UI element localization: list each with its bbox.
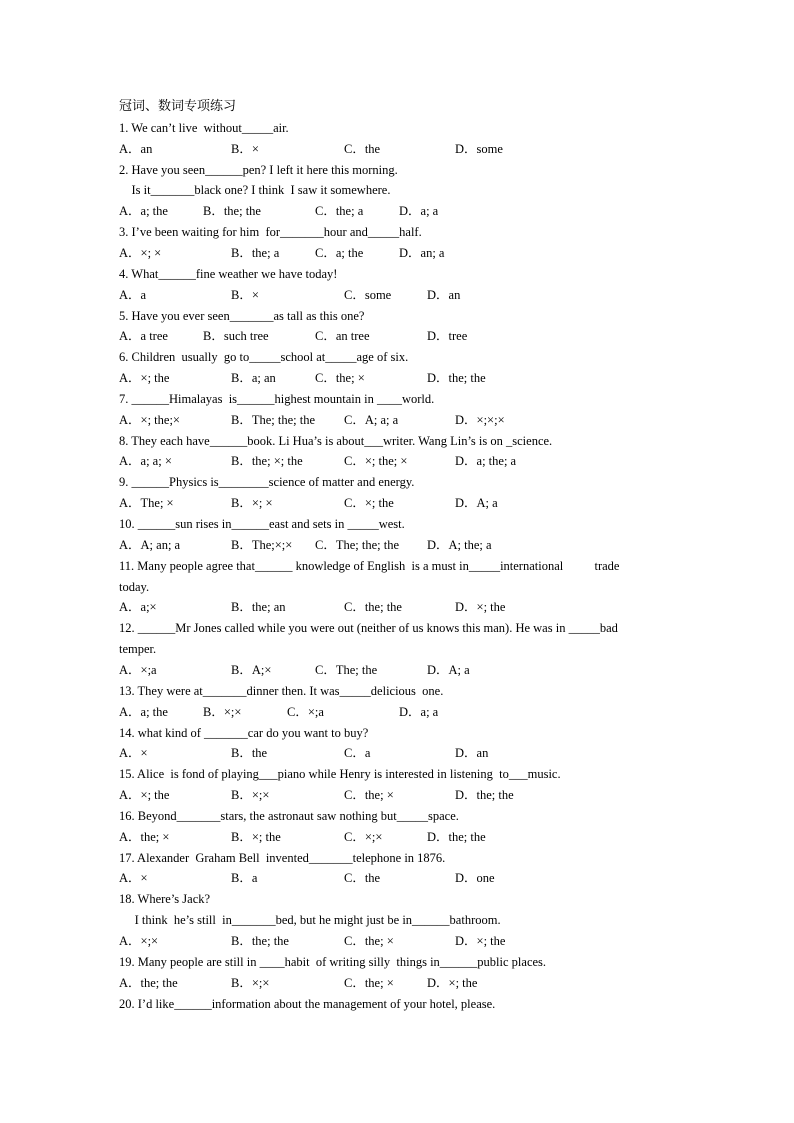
answer-option: C．the [344, 142, 381, 156]
answer-option: B．×;× [231, 788, 270, 802]
answer-options [119, 451, 679, 471]
answer-option: C．the; × [315, 371, 365, 385]
answer-option: D．the; the [455, 788, 514, 802]
question-text: 2. Have you seen______pen? I left it here this morning. [119, 163, 398, 177]
answer-option: A．×;a [119, 663, 157, 677]
answer-option: A．A; an; a [119, 538, 181, 552]
answer-option: D．an [427, 288, 461, 302]
question-text: 9. ______Physics is________science of matter and energy. [119, 475, 415, 489]
answer-option: B．×;× [231, 976, 270, 990]
answer-option: A．the; the [119, 976, 178, 990]
answer-option: D．one [455, 871, 495, 885]
answer-option: B．A;× [231, 663, 272, 677]
answer-option: A．a [119, 288, 147, 302]
answer-option: A．×; the;× [119, 413, 180, 427]
answer-option: D．×; the [427, 976, 478, 990]
answer-option: C．×; the; × [344, 454, 408, 468]
page-title: 冠词、数词专项练习 [119, 99, 237, 114]
answer-option: A．an [119, 142, 153, 156]
answer-option: C．The; the [315, 663, 378, 677]
answer-option: A．a; the [119, 204, 168, 218]
answer-option: B．× [231, 142, 259, 156]
answer-option: B．such tree [203, 329, 269, 343]
answer-option: A．×;× [119, 934, 159, 948]
answer-options [119, 785, 679, 805]
answer-option: C．×; the [344, 496, 394, 510]
question-text: 12. ______Mr Jones called while you were out (neither of us knows this man). He was in _____bad [119, 621, 618, 635]
question-text: 7. ______Himalayas is______highest mountain in ____world. [119, 392, 435, 406]
answer-option: B．the; a [231, 246, 280, 260]
answer-option: D．A; a [455, 496, 498, 510]
answer-option: D．A; a [427, 663, 470, 677]
answer-option: C．a; the [315, 246, 364, 260]
answer-option: D．a; the; a [455, 454, 517, 468]
answer-option: D．an [455, 746, 489, 760]
answer-option: B．a; an [231, 371, 276, 385]
answer-option: C．the [344, 871, 381, 885]
answer-option: C．The; the; the [315, 538, 400, 552]
question-text: 3. I’ve been waiting for him for_______hour and_____half. [119, 225, 422, 239]
answer-option: B．the; ×; the [231, 454, 303, 468]
answer-option: B．a [231, 871, 258, 885]
answer-option: C．an tree [315, 329, 370, 343]
answer-options [119, 597, 679, 617]
answer-option: A．×; the [119, 788, 170, 802]
question-text: 1. We can’t live without_____air. [119, 121, 289, 135]
answer-options [119, 827, 679, 847]
answer-option: D．a; a [399, 204, 439, 218]
answer-option: B．the; an [231, 600, 286, 614]
answer-option: A．a; the [119, 705, 168, 719]
answer-option: B．× [231, 288, 259, 302]
answer-option: A．× [119, 746, 148, 760]
answer-options [119, 973, 679, 993]
answer-option: B．the; the [203, 204, 261, 218]
answer-options [119, 139, 679, 159]
answer-option: D．×;×;× [455, 413, 505, 427]
answer-option: D．the; the [427, 371, 486, 385]
answer-option: D．tree [427, 329, 468, 343]
answer-option: A．The; × [119, 496, 174, 510]
question-text: 8. They each have______book. Li Hua’s is about___writer. Wang Lin’s is on _science. [119, 434, 553, 448]
question-text: 10. ______sun rises in______east and sets in _____west. [119, 517, 405, 531]
question-text: 4. What______fine weather we have today! [119, 267, 338, 281]
answer-option: A．a tree [119, 329, 168, 343]
question-continuation: temper. [119, 642, 157, 656]
question-text: 5. Have you ever seen_______as tall as this one? [119, 309, 365, 323]
answer-option: B．×; × [231, 496, 273, 510]
answer-options [119, 493, 679, 513]
answer-option: C．×;a [287, 705, 324, 719]
question-text: 20. I’d like______information about the management of your hotel, please. [119, 997, 496, 1011]
answer-option: C．the; × [344, 788, 394, 802]
answer-option: C．some [344, 288, 392, 302]
question-text: 15. Alice is fond of playing___piano while Henry is interested in listening to___music. [119, 767, 561, 781]
answer-option: C．A; a; a [344, 413, 399, 427]
question-text: 18. Where’s Jack? [119, 892, 211, 906]
question-text: 6. Children usually go to_____school at_____age of six. [119, 350, 409, 364]
answer-option: D．A; the; a [427, 538, 492, 552]
answer-option: A．a; a; × [119, 454, 172, 468]
answer-option: D．the; the [427, 830, 486, 844]
answer-option: B．×; the [231, 830, 281, 844]
answer-option: C．the; the [344, 600, 402, 614]
question-text: 17. Alexander Graham Bell invented_______telephone in 1876. [119, 851, 446, 865]
answer-options [119, 702, 679, 722]
question-text: 13. They were at_______dinner then. It was_____delicious one. [119, 684, 444, 698]
question-text: 14. what kind of _______car do you want to buy? [119, 726, 369, 740]
answer-option: A．the; × [119, 830, 170, 844]
answer-option: A．a;× [119, 600, 157, 614]
answer-option: D．some [455, 142, 503, 156]
answer-options [119, 535, 679, 555]
answer-option: A．×; the [119, 371, 170, 385]
answer-options [119, 660, 679, 680]
question-continuation: today. [119, 580, 150, 594]
answer-options [119, 243, 679, 263]
answer-options [119, 743, 679, 763]
answer-option: A．×; × [119, 246, 162, 260]
answer-option: C．the; × [344, 976, 394, 990]
answer-option: D．an; a [399, 246, 445, 260]
answer-options [119, 201, 679, 221]
question-continuation: Is it_______black one? I think I saw it somewhere. [119, 183, 391, 197]
answer-options [119, 931, 679, 951]
answer-options [119, 868, 679, 888]
answer-option: B．the [231, 746, 268, 760]
question-text: 16. Beyond_______stars, the astronaut saw nothing but_____space. [119, 809, 459, 823]
answer-option: C．the; a [315, 204, 364, 218]
answer-option: D．×; the [455, 934, 506, 948]
answer-options [119, 410, 679, 430]
answer-options [119, 368, 679, 388]
question-text: 19. Many people are still in ____habit of writing silly things in______public places. [119, 955, 547, 969]
answer-option: C．the; × [344, 934, 394, 948]
answer-option: A．× [119, 871, 148, 885]
answer-options [119, 326, 679, 346]
answer-option: B．×;× [203, 705, 242, 719]
answer-options [119, 285, 679, 305]
answer-option: D．×; the [455, 600, 506, 614]
answer-option: B．The; the; the [231, 413, 316, 427]
question-continuation: I think he’s still in_______bed, but he might just be in______bathroom. [119, 913, 501, 927]
answer-option: B．The;×;× [231, 538, 293, 552]
answer-option: B．the; the [231, 934, 289, 948]
answer-option: C．×;× [344, 830, 383, 844]
question-text: 11. Many people agree that______ knowledge of English is a must in_____international trade [119, 559, 620, 573]
answer-option: C．a [344, 746, 371, 760]
answer-option: D．a; a [399, 705, 439, 719]
